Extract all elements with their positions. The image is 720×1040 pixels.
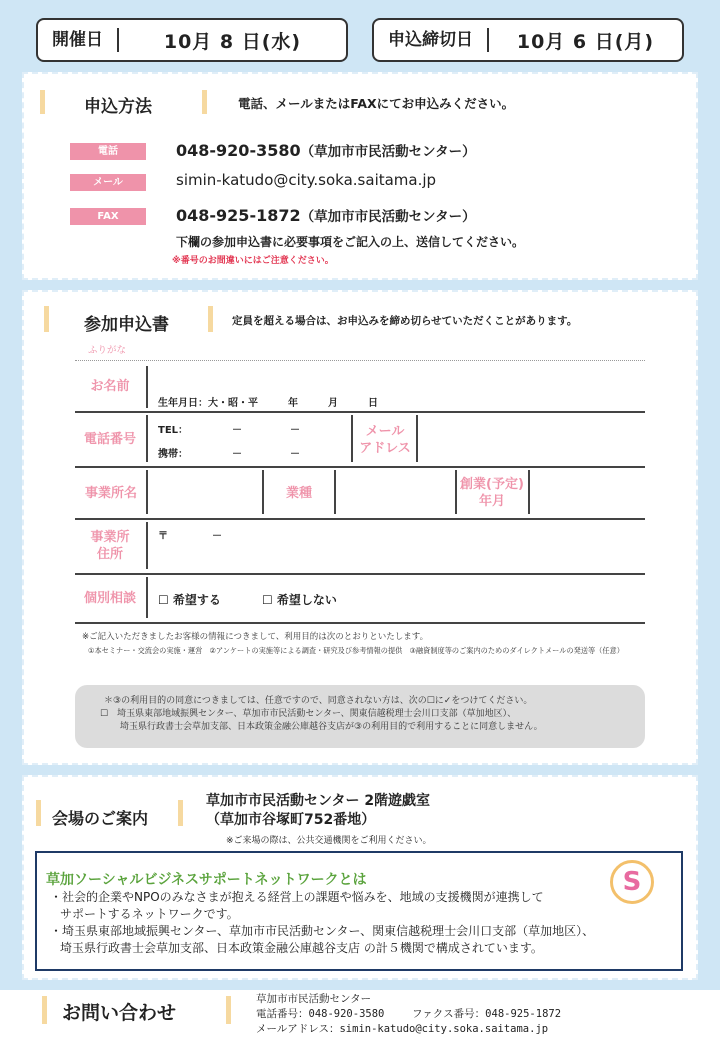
postal-dash: －	[212, 531, 222, 542]
form-heading: 参加申込書	[84, 315, 169, 335]
form-bar-left	[44, 306, 49, 332]
phone-label: 電話番号	[83, 432, 136, 447]
row-line-2	[75, 466, 645, 468]
business-name-label: 事業所名	[84, 486, 137, 501]
mobile-dash-1: －	[232, 449, 242, 460]
email-label	[354, 423, 416, 457]
network-line-3: ・埼玉県東部地域振興センター、草加市市民活動センター、関東信越税理士会川口支部（草加地区）、	[50, 924, 595, 938]
privacy-note: ※ご記入いただきましたお客様の情報につきまして、利用目的は次のとおりといたします。	[82, 632, 429, 642]
consent-line-2[interactable]: ☐ 埼玉県東部地域振興センター、草加市市民活動センター、関東信越税理士会川口支部（草加地区）、	[100, 709, 517, 719]
contact-mail[interactable]: メールアドレス：simin-katudo@city.soka.saitama.jp	[256, 1023, 549, 1035]
address-label-line1: 事業所	[90, 530, 130, 545]
fax-number[interactable]: 048-925-1872	[176, 206, 301, 225]
tel-label: TEL：	[158, 425, 189, 436]
mobile-label: 携帯：	[158, 449, 188, 460]
consent-line-3: 埼玉県行政書士会草加支部、日本政策金融公庫越谷支店が③の利用目的で利用することに同意しません。	[120, 722, 543, 732]
fax-note: （草加市市民活動センター）	[300, 209, 476, 225]
apply-bar-right	[202, 90, 207, 114]
mail-address[interactable]: simin-katudo@city.soka.saitama.jp	[176, 171, 437, 189]
event-date-label: 開催日	[38, 28, 119, 52]
mobile-dash-2: －	[290, 449, 300, 460]
network-logo-icon: S	[610, 860, 654, 904]
fax-line	[176, 205, 476, 225]
row-line-3	[75, 518, 645, 520]
venue-bar-right	[178, 800, 183, 826]
furigana-label: ふりがな	[88, 345, 127, 356]
email-label-line2: アドレス	[359, 441, 411, 456]
fax-warning: ※番号のお間違いにはご注意ください。	[172, 256, 334, 266]
founded-field[interactable]	[532, 474, 642, 512]
venue-note: ※ご来場の際は、公共交通機関をご利用ください。	[226, 836, 432, 846]
fax-instruction: 下欄の参加申込書に必要事項をご記入の上、送信してください。	[176, 235, 525, 249]
apply-heading: 申込方法	[84, 97, 152, 117]
address-label-line2: 住所	[96, 547, 123, 562]
contact-org: 草加市市民活動センター	[256, 993, 372, 1005]
contact-fax[interactable]: ファクス番号：048-925-1872	[412, 1008, 562, 1020]
venue-address: （草加市谷塚町752番地）	[206, 812, 376, 828]
network-line-4: 埼玉県行政書士会草加支部、日本政策金融公庫越谷支店 の計５機関で構成されています。	[60, 941, 543, 955]
event-date-box	[36, 18, 348, 62]
phone-tag: 電話	[70, 143, 146, 160]
address-label	[80, 529, 140, 563]
founded-label-line2: 年月	[478, 494, 505, 509]
venue-bar-left	[36, 800, 41, 826]
phone-note: （草加市市民活動センター）	[300, 144, 476, 160]
apply-lead: 電話、メールまたはFAXにてお申込みください。	[238, 96, 515, 111]
row-line-1	[75, 411, 645, 413]
phone-divider	[146, 415, 148, 462]
contact-heading: お問い合わせ	[62, 1002, 177, 1024]
business-divider	[146, 470, 148, 514]
network-line-1: ・社会的企業やNPOのみなさまが抱える経営上の課題や悩みを、地域の支援機関が連携して	[50, 890, 544, 904]
contact-bar-right	[226, 996, 231, 1024]
phone-number[interactable]: 048-920-3580	[176, 141, 301, 160]
furigana-line	[75, 360, 645, 361]
consult-divider	[146, 577, 148, 618]
founded-label-line1: 創業(予定)	[460, 477, 524, 492]
venue-name: 草加市市民活動センター 2階遊戯室	[206, 793, 431, 809]
form-lead: 定員を超える場合は、お申込みを締め切らせていただくことがあります。	[232, 315, 578, 327]
name-field[interactable]	[160, 370, 640, 390]
address-divider	[146, 522, 148, 569]
industry-divider-right	[334, 470, 336, 514]
network-line-2: サポートするネットワークです。	[60, 907, 239, 921]
deadline-box	[372, 18, 684, 62]
row-line-4	[75, 573, 645, 575]
mail-tag: メール	[70, 174, 146, 191]
tel-dash-1: －	[232, 425, 242, 436]
industry-label: 業種	[285, 486, 312, 501]
deadline-value: 10月 6 日(月)	[516, 30, 655, 53]
email-field[interactable]	[422, 418, 642, 460]
consult-no-checkbox[interactable]: ☐ 希望しない	[262, 593, 337, 607]
fax-tag: FAX	[70, 208, 146, 225]
email-divider-right	[416, 415, 418, 462]
privacy-purposes: ①本セミナー・交流会の実施・運営 ②アンケートの実施等による調査・研究及び参考情報の提供 ③融資制度等のご案内のためのダイレクトメールの発送等（任意）	[88, 646, 624, 655]
name-label: お名前	[90, 379, 130, 394]
network-title: 草加ソーシャルビジネスサポートネットワークとは	[46, 872, 367, 888]
phone-line	[176, 140, 476, 160]
name-divider	[146, 366, 148, 408]
deadline-label: 申込締切日	[374, 28, 489, 52]
apply-bar-left	[40, 90, 45, 114]
venue-heading: 会場のご案内	[52, 809, 149, 828]
row-line-5	[75, 622, 645, 624]
postal-mark: 〒	[158, 531, 168, 542]
founded-label	[455, 476, 529, 510]
business-name-field[interactable]	[150, 474, 258, 512]
event-date-value: 10月 8 日(水)	[163, 30, 302, 53]
contact-bar-left	[42, 996, 47, 1024]
form-bar-right	[208, 306, 213, 332]
address-field[interactable]	[150, 524, 640, 568]
consent-line-1: ＊③の利用目的の同意につきましては、任意ですので、同意されない方は、次の☐に✓をつけてください。	[104, 696, 533, 706]
tel-dash-2: －	[290, 425, 300, 436]
consult-yes-checkbox[interactable]: ☐ 希望する	[158, 593, 221, 607]
email-divider-left	[351, 415, 353, 462]
email-label-line1: メール	[365, 424, 405, 439]
consult-label: 個別相談	[83, 591, 136, 606]
industry-field[interactable]	[338, 474, 452, 512]
contact-phone[interactable]: 電話番号：048-920-3580	[256, 1008, 385, 1020]
birth-label: 生年月日：大・昭・平 年 月 日	[158, 398, 378, 409]
